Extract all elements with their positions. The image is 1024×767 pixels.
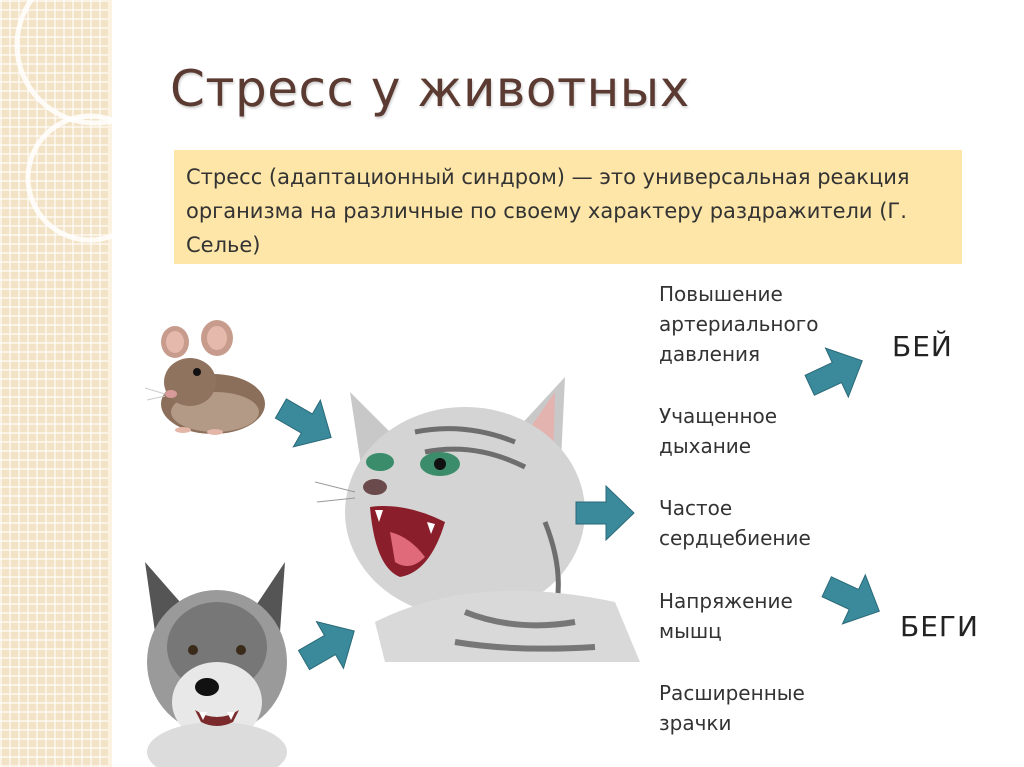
definition-box: Стресс (адаптационный синдром) — это универсальная реакция организма на различные по своему характеру раздражители (Г. Селье) [174,150,962,264]
arrow-icon [572,480,638,546]
symptom-heartbeat: Частое сердцебиение [659,496,811,550]
response-fight: БЕЙ [892,330,953,363]
symptom-blood-pressure: Повышение артериального давления [659,282,819,366]
dog-illustration [135,552,305,767]
response-flight: БЕГИ [900,610,979,643]
mouse-illustration [145,312,270,440]
slide-title: Стресс у животных [170,60,690,118]
arrow-icon [273,390,339,456]
decorative-rings [0,0,130,260]
arrow-icon [820,566,886,632]
symptom-dilated-pupils: Расширенные зрачки [659,681,805,735]
symptom-breathing: Учащенное дыхание [659,404,778,458]
symptom-muscle-tension: Напряжение мышц [659,589,793,643]
arrow-icon [296,612,364,678]
